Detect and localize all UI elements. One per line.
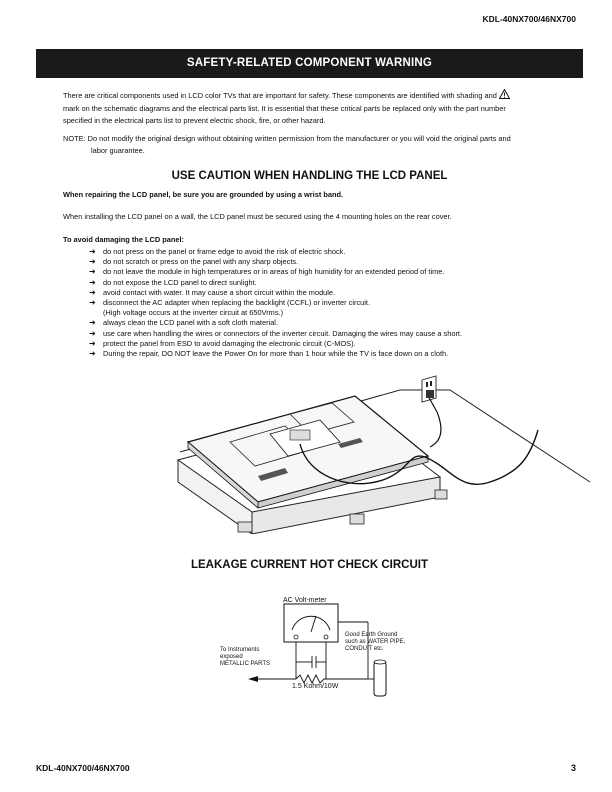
list-item: ➜ use care when handling the wires or connectors of the inverter circuit. Damaging the wires may cause a short. [89, 328, 463, 338]
list-item: ➜ always clean the LCD panel with a soft cloth material. [89, 318, 278, 328]
list-item: ➜ do not leave the module in high temperatures or in areas of high humidity for an extended period of time. [89, 267, 445, 277]
note-paragraph [63, 133, 583, 157]
mount-text: When installing the LCD panel on a wall, the LCD panel must be secured using the 4 mounting holes on the rear cover. [63, 212, 452, 221]
intro-line-3: specified in the electrical parts list to prevent electric shock, fire, or other hazard. [63, 116, 326, 125]
list-item: ➜ do not press on the panel or frame edge to avoid the risk of electric shock. [89, 247, 346, 256]
header-model: KDL-40NX700/46NX700 [482, 14, 576, 24]
resistor-label: 1.5 Kohm/10W [292, 683, 339, 690]
warning-triangle-icon [499, 89, 510, 103]
list-item: ➜ do not expose the LCD panel to direct sunlight. [89, 277, 257, 287]
safety-banner: SAFETY-RELATED COMPONENT WARNING [36, 49, 583, 78]
avoid-heading: To avoid damaging the LCD panel: [63, 235, 184, 244]
arrow-icon: ➜ [89, 277, 96, 287]
intro-paragraph [63, 89, 583, 127]
note-line-2: labor guarantee. [91, 146, 145, 155]
arrow-icon: ➜ [89, 328, 96, 338]
intro-line-2: mark on the schematic diagrams and the electrical parts list. It is essential that these critical parts be replaced only with the part number [63, 104, 506, 113]
list-item: ➜ do not scratch or press on the panel with any sharp objects. [89, 257, 299, 267]
bullet-subnote: (High voltage occurs at the inverter circuit at 650Vrms.) [103, 308, 284, 318]
arrow-icon: ➜ [89, 298, 96, 308]
leakage-section-title: LEAKAGE CURRENT HOT CHECK CIRCUIT [190, 559, 429, 571]
footer-model: KDL-40NX700/46NX700 [36, 763, 130, 773]
note-line-1: NOTE: Do not modify the original design without obtaining written permission from the manufacturer or you will void the original parts and [63, 134, 511, 143]
list-item: ➜ During the repair, DO NOT leave the Power On for more than 1 hour while the TV is face down on a cloth. [89, 349, 449, 359]
page-number: 3 [570, 763, 576, 773]
lcd-section-title: USE CAUTION WHEN HANDLING THE LCD PANEL [171, 170, 448, 182]
list-item: ➜ avoid contact with water. It may cause a short circuit within the module. [89, 287, 336, 297]
lcd-bullet-list [89, 247, 589, 359]
meter-label: AC Volt-meter [283, 597, 327, 604]
arrow-icon: ➜ [89, 338, 96, 348]
arrow-icon: ➜ [89, 257, 96, 267]
arrow-icon: ➜ [89, 349, 96, 359]
ground-text: When repairing the LCD panel, be sure you are grounded by using a wrist band. [63, 190, 344, 199]
arrow-icon: ➜ [89, 247, 96, 256]
tv-facedown-illustration [160, 372, 600, 534]
earth-label: Good Earth Ground such as WATER PIPE, CONDUIT etc. [345, 632, 406, 652]
list-item: ➜ disconnect the AC adapter when replacing the backlight (CCFL) or inverter circuit. (High voltage occurs at the inverter circuit at 650Vrms.) [89, 298, 371, 318]
arrow-icon: ➜ [89, 287, 96, 297]
arrow-icon: ➜ [89, 267, 96, 277]
arrow-icon: ➜ [89, 318, 96, 328]
instrument-label: To Instruments exposed METALLIC PARTS [220, 647, 271, 667]
list-item: ➜ protect the panel from ESD to avoid damaging the electronic circuit (C-MOS). [89, 338, 356, 348]
intro-line-1: There are critical components used in LCD color TVs that are important for safety. These components are identified with shading and [63, 91, 497, 100]
